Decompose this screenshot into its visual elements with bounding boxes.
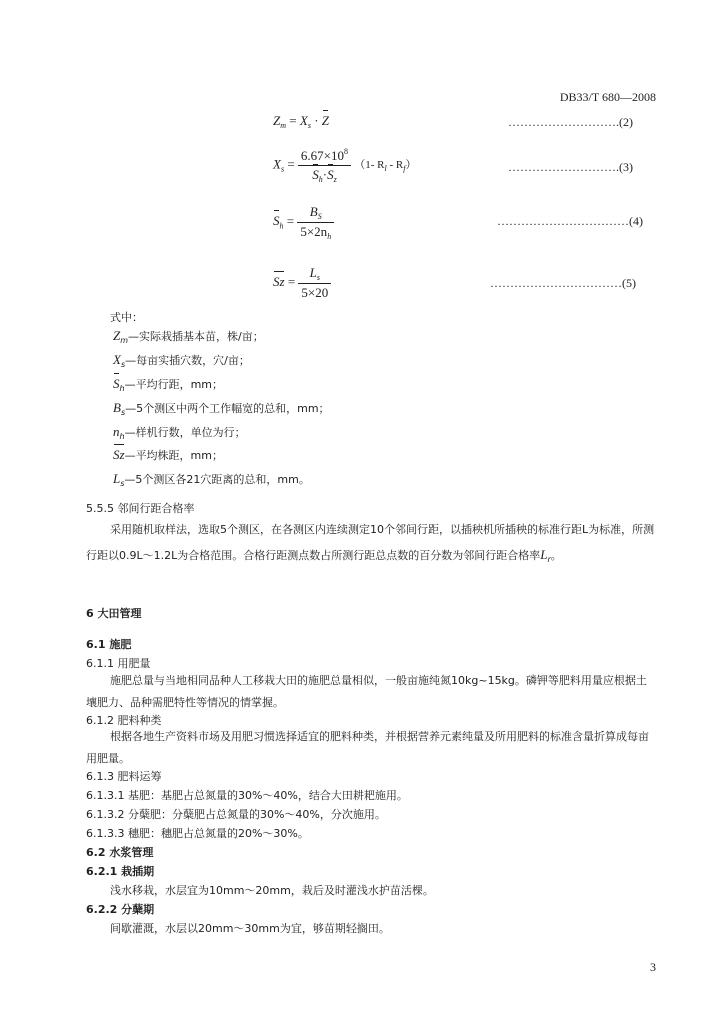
legend-intro: 式中： [110, 311, 143, 324]
section-6-2-2-title: 6.2.2 分蘖期 [86, 903, 155, 916]
legend-item: Sz—平均株距，mm； [113, 447, 223, 462]
section-6-1-3-2: 6.1.3.2 分蘖肥：分蘖肥占总氮量的30%～40%，分次施用。 [86, 808, 386, 821]
equation-5-number: ……………………………(5) [490, 276, 636, 290]
section-6-2-1-title: 6.2.1 栽插期 [86, 865, 155, 878]
section-5-5-5-body: 采用随机取样法，选取5个测区，在各测区内连续测定10个邻间行距，以插秧机所插秧的标准行距L为标准，所测行距以0.9L～1.2L为合格范围。合格行距测点数占所测行距总点数的百分数为邻间行距合格率$L_r$。 [86, 523, 655, 564]
section-6-1-2-body: 根据各地生产资料市场及用肥习惯选择适宜的肥料种类，并根据营养元素纯量及所用肥料的标准含量折算成每亩用肥量。 [86, 730, 649, 765]
section-6-1-1-body: 施肥总量与当地相同品种人工移栽大田的施肥总量相似，一般亩施纯氮10kg~15kg。磷钾等肥料用量应根据土壤肥力、品种需肥特性等情况的情掌握。 [86, 674, 647, 709]
legend-item: $X_s—$每亩实插穴数，穴/亩； [113, 352, 250, 369]
equation-3-number: ……………………….(3) [508, 160, 633, 174]
section-6-2-2-body: 间歇灌溉，水层以20mm～30mm为宜，够苗期轻搁田。 [110, 922, 390, 935]
section-6-1-3-1: 6.1.3.1 基肥：基肥占总氮量的30%～40%，结合大田耕耙施用。 [86, 789, 408, 802]
equation-2: $Z_m = X_s \cdot Z$ [273, 113, 330, 130]
section-6-1-2-title: 6.1.2 肥料种类 [86, 714, 162, 727]
page-number: 3 [650, 960, 656, 974]
equation-4-fraction: $\frac{B_S}{5\times 2n_h}$ [297, 204, 334, 241]
equation-3-fraction: $\frac{6.67\times 10^8}{S_h\cdot S_z}$ [298, 147, 351, 184]
equation-5: Sz = $\frac{L_s}{5\times 20}$ [273, 265, 331, 301]
section-5-5-5-title: 5.5.5 邻间行距合格率 [86, 502, 195, 515]
legend-item: $Z_m—$实际栽插基本苗，株/亩； [113, 328, 264, 345]
section-6-1-title: 6.1 施肥 [86, 638, 132, 651]
legend-item: $S_h—$平均行距，mm； [113, 376, 224, 393]
equation-2-number: ……………………….(2) [508, 115, 633, 129]
section-6-2-1-body: 浅水移栽，水层宜为10mm～20mm，栽后及时灌浅水护苗活棵。 [110, 884, 434, 897]
section-6-1-1-title: 6.1.1 用肥量 [86, 657, 151, 670]
equation-4: $S_h$ = $\frac{B_S}{5\times 2n_h}$ [273, 204, 334, 241]
legend-item: $B_s—5$个测区中两个工作幅宽的总和，mm； [113, 400, 330, 417]
equation-4-number: ……………………………(4) [497, 214, 643, 228]
equation-3: $X_s$ = $\frac{6.67\times 10^8}{S_h\cdot S_z}$ （1- $R_l - R_f$） [273, 147, 417, 184]
section-6-title: 6 大田管理 [86, 607, 142, 620]
document-code: DB33/T 680—2008 [559, 90, 656, 104]
section-6-1-3-3: 6.1.3.3 穗肥：穗肥占总氮量的20%～30%。 [86, 827, 309, 840]
equation-5-fraction: $\frac{L_s}{5\times 20}$ [298, 265, 331, 301]
legend-item: $L_s—5$个测区各21穴距离的总和，mm。 [113, 471, 310, 488]
legend-item: $n_h—$样机行数，单位为行； [113, 424, 246, 441]
section-6-1-3-title: 6.1.3 肥料运筹 [86, 770, 162, 783]
section-6-2-title: 6.2 水浆管理 [86, 846, 154, 859]
